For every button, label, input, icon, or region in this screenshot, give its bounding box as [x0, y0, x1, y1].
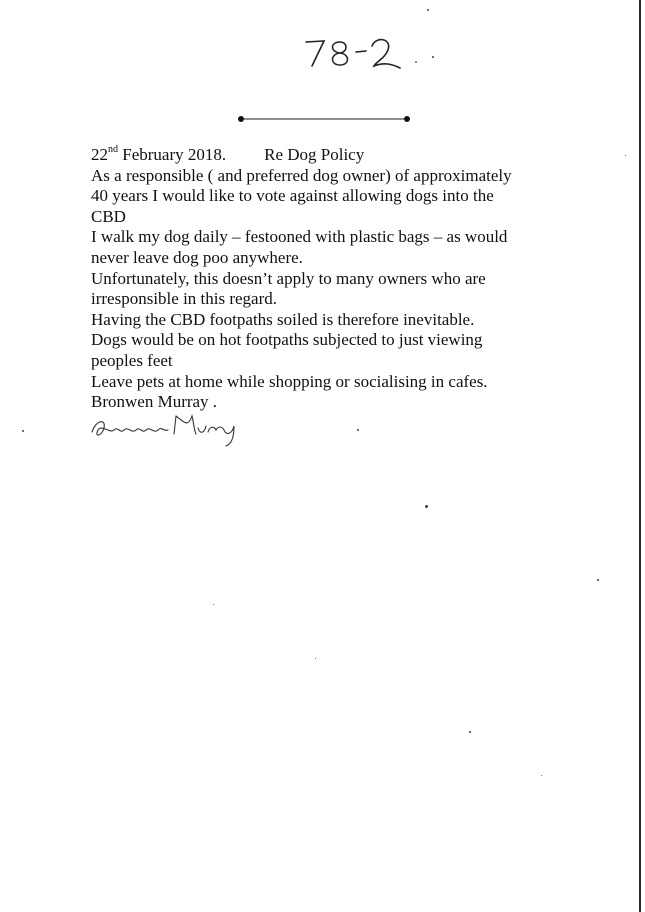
scan-speck [427, 9, 429, 11]
letter-line: I walk my dog daily – festooned with plastic bags – as would [91, 227, 508, 247]
letter-line: irresponsible in this regard. [91, 289, 278, 309]
letter-line: 40 years I would like to vote against allowing dogs into the [91, 186, 494, 206]
scan-speck [357, 429, 359, 431]
letter-line: As a responsible ( and preferred dog owner) of approximately [91, 165, 512, 185]
scan-speck [469, 731, 471, 733]
scan-speck [22, 430, 24, 432]
letter-line: Dogs would be on hot footpaths subjected to just viewing [91, 330, 483, 350]
letter-line: peoples feet [91, 350, 173, 370]
letter-body [91, 145, 591, 413]
scan-speck [315, 658, 316, 659]
letter-line: CBD [91, 206, 126, 226]
letter-line: never leave dog poo anywhere. [91, 247, 303, 267]
scan-speck [625, 155, 626, 156]
date-subject-line [91, 145, 591, 166]
scan-speck [213, 604, 214, 605]
letter-date-rest: February 2018. [118, 145, 227, 164]
scan-edge-line [639, 0, 641, 912]
letter-date-suffix: nd [108, 144, 118, 156]
scan-speck [432, 56, 434, 58]
letter-line: Leave pets at home while shopping or socialising in cafes. [91, 371, 488, 391]
letter-subject: Re Dog Policy [264, 145, 365, 164]
handwritten-signature [88, 408, 248, 448]
letter-line: Having the CBD footpaths soiled is therefore inevitable. [91, 309, 475, 329]
scan-speck [597, 579, 599, 581]
scan-speck [541, 775, 542, 776]
letter-date-day: 22 [91, 145, 108, 164]
horizontal-divider [236, 114, 412, 124]
letter-line: Unfortunately, this doesn’t apply to many owners who are [91, 268, 486, 288]
scan-speck [425, 505, 428, 508]
handwritten-reference-number [300, 28, 420, 76]
letter-signoff: Bronwen Murray . [91, 392, 218, 412]
